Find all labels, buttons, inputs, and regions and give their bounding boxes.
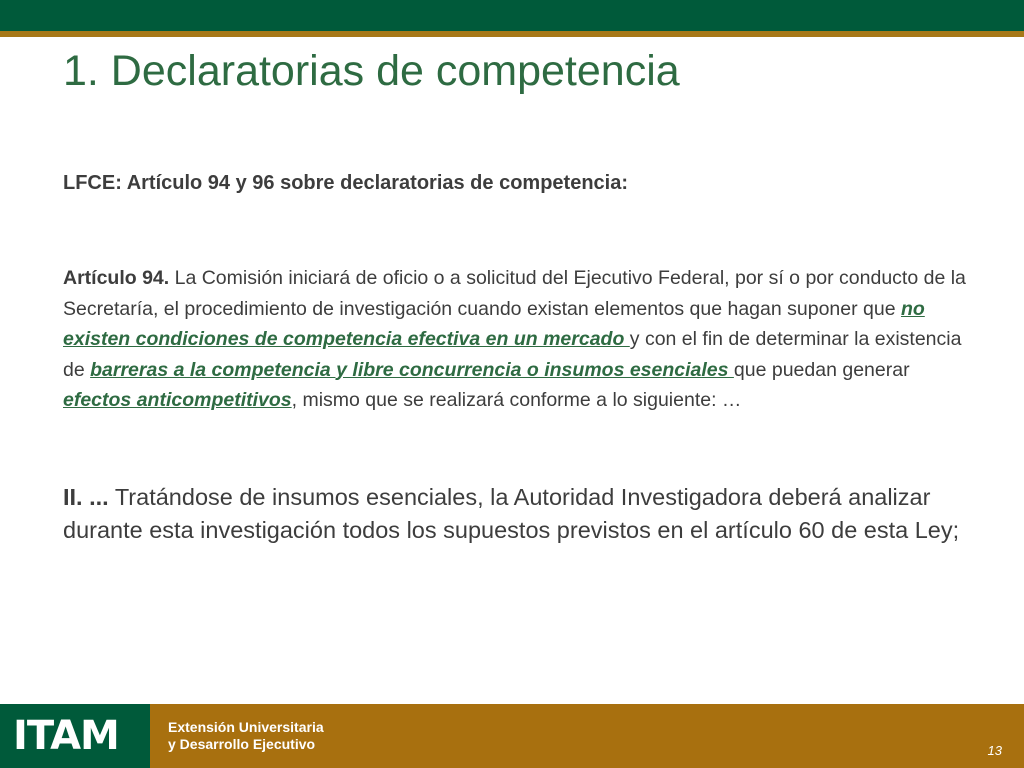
- section-ii-paragraph: [63, 481, 993, 547]
- footer-line-2: y Desarrollo Ejecutivo: [168, 736, 316, 752]
- section-ii-label: II. ...: [63, 484, 109, 510]
- slide-subtitle: LFCE: Artículo 94 y 96 sobre declaratorias de competencia:: [63, 172, 628, 194]
- article-label: Artículo 94.: [63, 267, 170, 289]
- article-text-1: La Comisión iniciará de oficio o a solicitud del Ejecutivo Federal, por sí o por conducto de la Secretaría, el procedimiento de investigación cuando existan elementos que hagan suponer que: [63, 267, 966, 320]
- footer-caption: [168, 719, 324, 753]
- article-text-4: , mismo que se realizará conforme a lo siguiente: …: [291, 389, 742, 411]
- article-text-3: que puedan generar: [733, 358, 910, 381]
- section-ii-text: Tratándose de insumos esenciales, la Autoridad Investigadora deberá analizar durante esta investigación todos los supuestos previstos en el artículo 60 de esta Ley;: [63, 484, 960, 543]
- header-accent-stripe: [0, 31, 1024, 37]
- footer-line-1: Extensión Universitaria: [168, 719, 324, 735]
- article-94-paragraph: [63, 263, 983, 416]
- highlight-barreras: barreras a la competencia y libre concurrencia o insumos esenciales: [90, 358, 734, 381]
- highlight-efectos: efectos anticompetitivos: [63, 389, 292, 411]
- footer-bar: [0, 704, 1024, 768]
- slide-title: 1. Declaratorias de competencia: [63, 47, 680, 95]
- article-text-2: y con el fin de determinar la existencia de: [63, 328, 962, 381]
- highlight-no-competencia: no existen condiciones de competencia efectiva en un mercado: [63, 297, 925, 350]
- page-number: 13: [987, 743, 1002, 758]
- header-bar: [0, 0, 1024, 31]
- itam-logo: ITAM: [13, 713, 119, 759]
- logo-block: [0, 704, 150, 768]
